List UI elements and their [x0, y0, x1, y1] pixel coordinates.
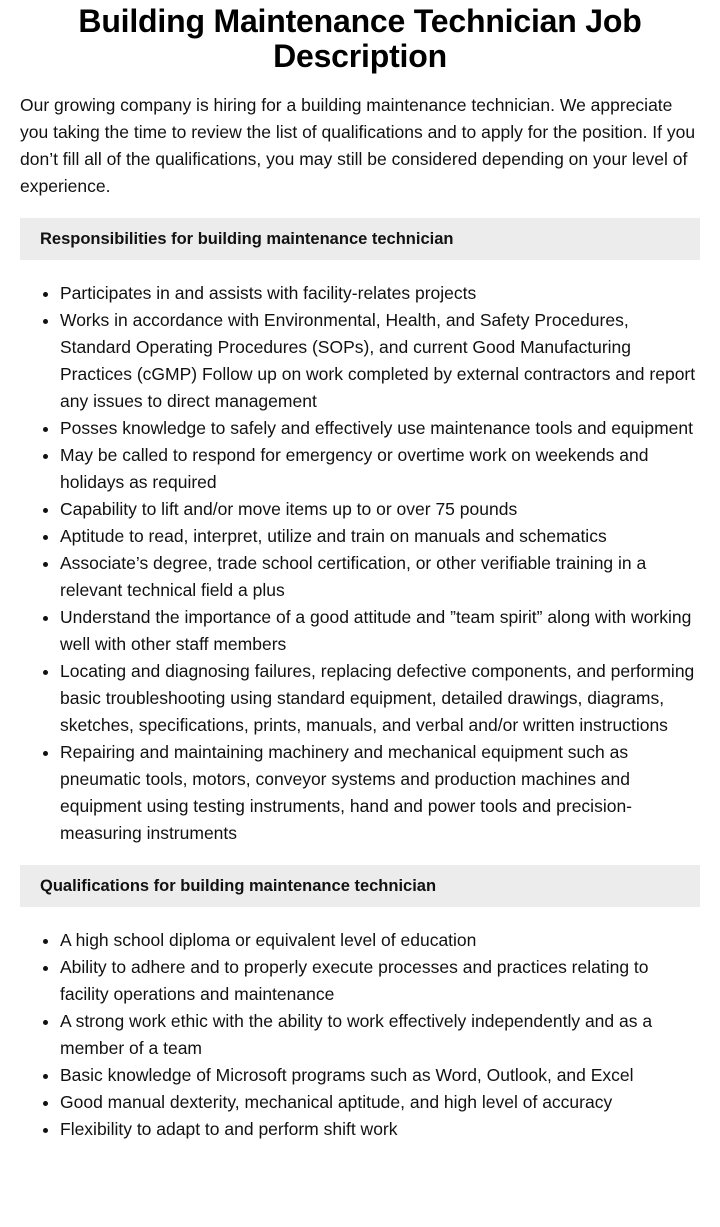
responsibilities-list	[20, 280, 700, 847]
list-item: • Works in accordance with Environmental, Health, and Safety Procedures, Standard Operating Procedures (SOPs), and current Good Manufacturing Practices (cGMP) Follow up on work completed by external contractors and report any issues to direct management	[60, 307, 700, 415]
qualifications-heading: Qualifications for building maintenance technician	[20, 865, 700, 907]
list-item: • Associate’s degree, trade school certification, or other verifiable training in a relevant technical field a plus	[60, 550, 700, 604]
intro-paragraph: Our growing company is hiring for a building maintenance technician. We appreciate you taking the time to review the list of qualifications and to apply for the position. If you don’t fill all of the qualifications, you may still be considered depending on your level of experience.	[20, 95, 696, 196]
list-item: • A strong work ethic with the ability to work effectively independently and as a member of a team	[60, 1008, 700, 1062]
list-item: • Good manual dexterity, mechanical aptitude, and high level of accuracy	[60, 1089, 700, 1116]
list-item: • Aptitude to read, interpret, utilize and train on manuals and schematics	[60, 523, 700, 550]
list-item: • Posses knowledge to safely and effectively use maintenance tools and equipment	[60, 415, 700, 442]
list-item: • Repairing and maintaining machinery and mechanical equipment such as pneumatic tools, motors, conveyor systems and production machines and equipment using testing instruments, hand and power tools and precision-measuring instruments	[60, 739, 700, 847]
list-item: • May be called to respond for emergency or overtime work on weekends and holidays as required	[60, 442, 700, 496]
qualifications-section	[20, 865, 700, 1143]
list-item: • Participates in and assists with facility-relates projects	[60, 280, 700, 307]
qualifications-list	[20, 927, 700, 1143]
list-item: • Capability to lift and/or move items up to or over 75 pounds	[60, 496, 700, 523]
page-title: Building Maintenance Technician Job Description	[78, 3, 642, 74]
responsibilities-section	[20, 218, 700, 847]
list-item: • Ability to adhere and to properly execute processes and practices relating to facility operations and maintenance	[60, 954, 700, 1008]
list-item: • Understand the importance of a good attitude and ”team spirit” along with working well with other staff members	[60, 604, 700, 658]
list-item: • Basic knowledge of Microsoft programs such as Word, Outlook, and Excel	[60, 1062, 700, 1089]
list-item: • Flexibility to adapt to and perform shift work	[60, 1116, 700, 1143]
list-item: • Locating and diagnosing failures, replacing defective components, and performing basic troubleshooting using standard equipment, detailed drawings, diagrams, sketches, specifications, prints, manuals, and verbal and/or written instructions	[60, 658, 700, 739]
responsibilities-heading: Responsibilities for building maintenance technician	[20, 218, 700, 260]
list-item: • A high school diploma or equivalent level of education	[60, 927, 700, 954]
